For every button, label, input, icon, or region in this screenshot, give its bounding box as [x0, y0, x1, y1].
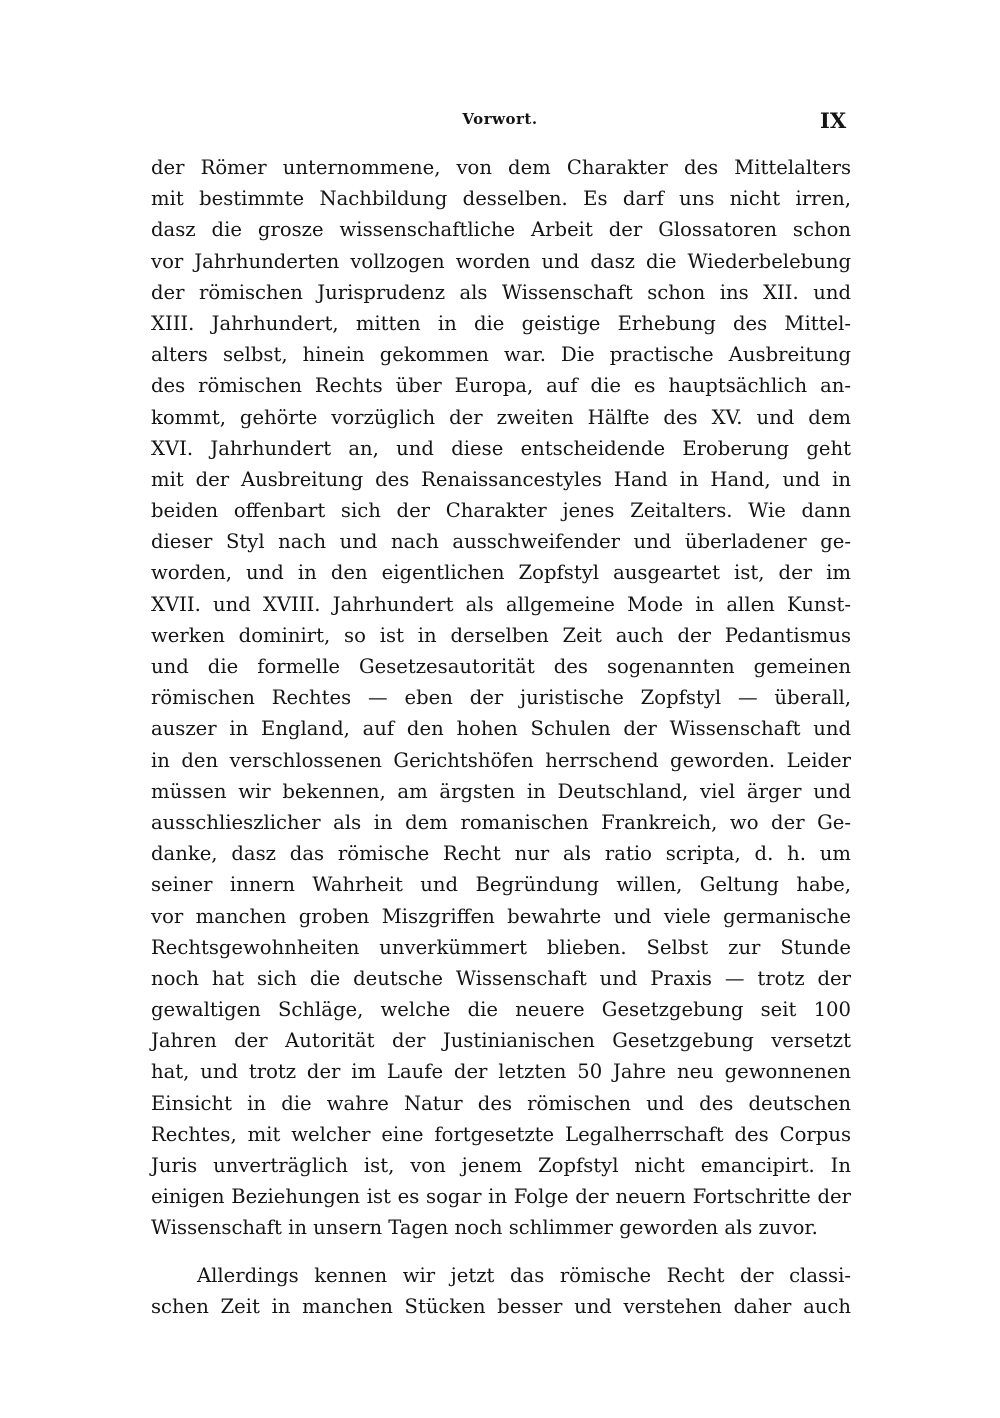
- text-line: römischen Rechtes — eben der juristische Zopfstyl — überall,: [151, 686, 851, 710]
- text-line: danke, dasz das römische Recht nur als ratio scripta, d. h. um: [151, 842, 851, 866]
- text-line: Einsicht in die wahre Natur des römischen und des deutschen: [151, 1091, 851, 1115]
- text-line: XVII. und XVIII. Jahrhundert als allgemeine Mode in allen Kunst-: [151, 592, 851, 616]
- text-line: alters selbst, hinein gekommen war. Die practische Ausbreitung: [151, 343, 851, 367]
- text-line: Wissenschaft in unsern Tagen noch schlimmer geworden als zuvor.: [151, 1216, 818, 1240]
- text-line: auszer in England, auf den hohen Schulen der Wissenschaft und: [151, 717, 851, 741]
- running-head: Vorwort.: [462, 110, 538, 128]
- text-line: müssen wir bekennen, am ärgsten in Deutschland, viel ärger und: [151, 779, 851, 803]
- text-line: in den verschlossenen Gerichtshöfen herrschend geworden. Leider: [151, 748, 851, 772]
- text-line: kommt, gehörte vorzüglich der zweiten Hälfte des XV. und dem: [151, 405, 851, 429]
- text-line: Rechtsgewohnheiten unverkümmert blieben. Selbst zur Stunde: [151, 935, 851, 959]
- text-line: seiner innern Wahrheit und Begründung willen, Geltung habe,: [151, 873, 851, 897]
- text-line: worden, und in den eigentlichen Zopfstyl ausgeartet ist, der im: [151, 561, 851, 585]
- text-line: Juris unverträglich ist, von jenem Zopfstyl nicht emancipirt. In: [151, 1154, 851, 1177]
- page-number: IX: [820, 108, 847, 133]
- text-line: XIII. Jahrhundert, mitten in die geistige Erhebung des Mittel-: [151, 311, 851, 335]
- text-line: des römischen Rechts über Europa, auf die es hauptsächlich an-: [151, 374, 851, 398]
- paragraph: [151, 1260, 851, 1322]
- text-line: vor manchen groben Miszgriffen bewahrte und viele germanische: [151, 904, 851, 928]
- text-line: hat, und trotz der im Laufe der letzten 50 Jahre neu gewonnenen: [151, 1060, 851, 1084]
- body-text: [151, 152, 851, 1322]
- text-line: gewaltigen Schläge, welche die neuere Gesetzgebung seit 100: [151, 998, 851, 1022]
- text-line: XVI. Jahrhundert an, und diese entscheidende Eroberung geht: [151, 436, 851, 460]
- text-line: Rechtes, mit welcher eine fortgesetzte Legalherrschaft des Corpus: [151, 1122, 851, 1146]
- text-line: und die formelle Gesetzesautorität des sogenannten gemeinen: [151, 655, 851, 678]
- text-line: Allerdings kennen wir jetzt das römische Recht der classi-: [197, 1263, 851, 1287]
- text-line: beiden offenbart sich der Charakter jenes Zeitalters. Wie dann: [151, 499, 851, 523]
- text-line: der römischen Jurisprudenz als Wissenschaft schon ins XII. und: [151, 280, 851, 304]
- text-line: dasz die grosze wissenschaftliche Arbeit der Glossatoren schon: [151, 218, 851, 242]
- text-line: mit bestimmte Nachbildung desselben. Es darf uns nicht irren,: [151, 187, 851, 211]
- page-header: [0, 108, 1000, 138]
- text-line: werken dominirt, so ist in derselben Zeit auch der Pedantismus: [151, 623, 851, 647]
- paragraph: [151, 152, 851, 1244]
- text-line: mit der Ausbreitung des Renaissancestyles Hand in Hand, und in: [151, 467, 851, 491]
- text-line: ausschlieszlicher als in dem romanischen Frankreich, wo der Ge-: [151, 810, 851, 834]
- text-line: schen Zeit in manchen Stücken besser und verstehen daher auch: [151, 1294, 851, 1318]
- text-line: noch hat sich die deutsche Wissenschaft und Praxis — trotz der: [151, 966, 851, 990]
- text-line: einigen Beziehungen ist es sogar in Folge der neuern Fortschritte der: [151, 1185, 851, 1209]
- text-line: Jahren der Autorität der Justinianischen Gesetzgebung versetzt: [151, 1029, 851, 1053]
- text-line: dieser Styl nach und nach ausschweifender und überladener ge-: [151, 530, 851, 554]
- paragraph-gap: [151, 1244, 851, 1260]
- text-line: vor Jahrhunderten vollzogen worden und dasz die Wiederbelebung: [151, 249, 851, 273]
- text-line: der Römer unternommene, von dem Charakter des Mittelalters: [151, 156, 851, 179]
